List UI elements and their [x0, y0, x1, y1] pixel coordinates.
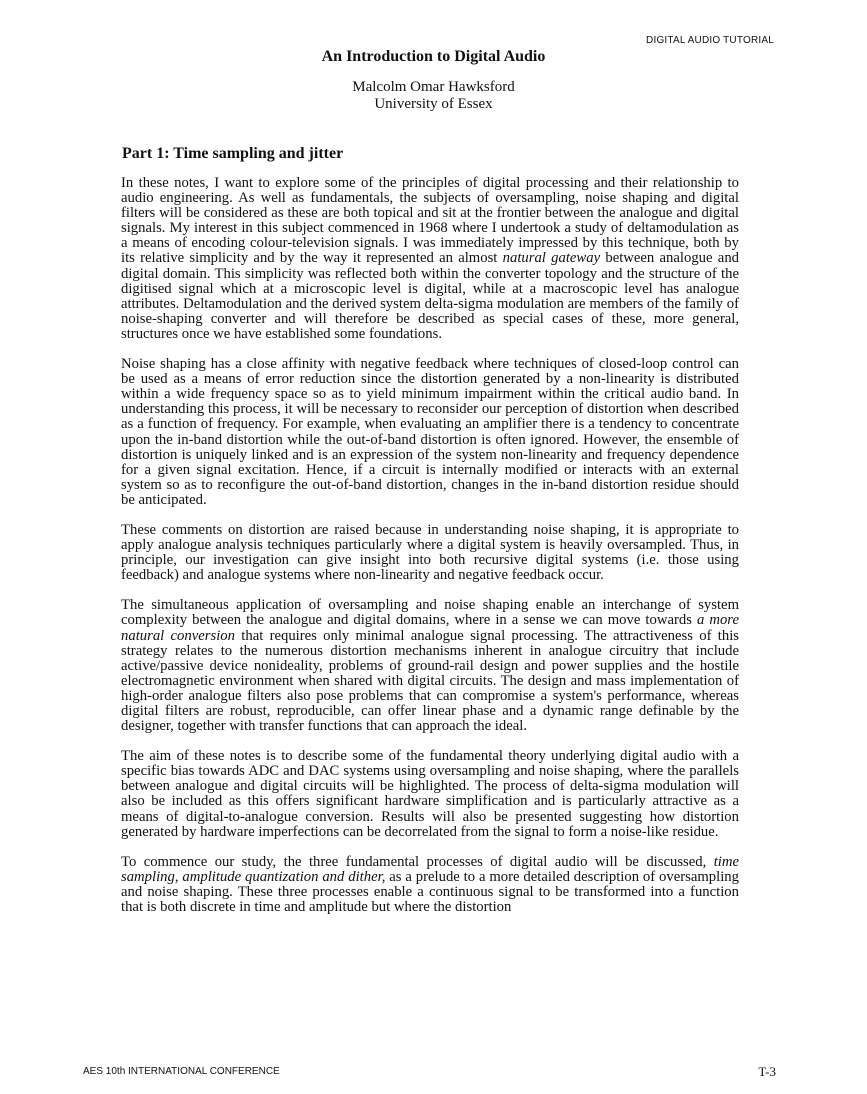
author-name: Malcolm Omar Hawksford	[352, 79, 515, 95]
paragraph-3: These comments on distortion are raised because in understanding noise shaping, it is appropriate to apply analogue analysis techniques particularly where a digital system is heavily oversampled. Thus, in principle, our investigation can give insight into both recursive digital systems (i.e. those using feedback) and analogue systems where non-linearity and negative feedback occur.	[121, 521, 739, 584]
author-affiliation: University of Essex	[374, 96, 493, 112]
paragraph-5: The aim of these notes is to describe some of the fundamental theory underlying digital audio with a specific bias towards ADC and DAC systems using oversampling and noise shaping, where the parallels between analogue and digital circuits will be highlighted. The process of delta-sigma modulation will also be included as this offers significant hardware simplification and is particularly attractive as a means of digital-to-analogue conversion. Results will also be presented suggesting how distortion generated by hardware imperfections can be decorrelated from the signal to form a noise-like residue.	[121, 748, 739, 840]
paper-title: An Introduction to Digital Audio	[321, 48, 546, 65]
paragraph-6: To commence our study, the three fundamental processes of digital audio will be discussed, time sampling, amplitude quantization and dither, as a prelude to a more detailed description of oversampling and noise shaping. These three processes enable a continuous signal to be transformed into a function that is both discrete in time and amplitude but where the distortion	[121, 853, 739, 916]
paragraph-2: Noise shaping has a close affinity with negative feedback where techniques of closed-loop control can be used as a means of error reduction since the distortion generated by a non-linearity is distributed within a wide frequency space so as to yield minimum impairment within the critical audio band. In understanding this process, it will be necessary to reconsider our perception of distortion when described as a function of frequency. For example, when evaluating an amplifier there is a tendency to concentrate upon the in-band distortion while the out-of-band distortion is often ignored. However, the ensemble of distortion is uniquely linked and is an expression of the system non-linearity and frequency dependence for a given signal excitation. Hence, if a circuit is internally modified or interacts with an external system so as to reconfigure the out-of-band distortion, changes in the in-band distortion residue should be anticipated.	[121, 356, 739, 508]
body-text	[121, 176, 739, 930]
paragraph-4: The simultaneous application of oversampling and noise shaping enable an interchange of system complexity between the analogue and digital domains, where in a sense we can move towards a more natural conversion that requires only minimal analogue signal processing. The attractiveness of this strategy relates to the numerous distortion mechanisms inherent in analogue circuitry that include active/passive device nonideality, problems of ground-rail design and power supplies and the hostile electromagnetic environment when shared with digital circuits. The design and mass implementation of high-order analogue filters also pose problems that can compromise a system's performance, whereas digital filters are robust, reproducible, can offer linear phase and a dynamic range definable by the designer, together with transfer functions that can approach the ideal.	[121, 597, 739, 735]
section-title: Part 1: Time sampling and jitter	[122, 145, 344, 162]
paragraph-1: In these notes, I want to explore some of the principles of digital processing and their relationship to audio engineering. As well as fundamentals, the subjects of oversampling, noise shaping and digital filters will be considered as these are both topical and sit at the frontier between the analogue and digital signals. My interest in this subject commenced in 1968 where I undertook a study of deltamodulation as a means of encoding colour-television signals. I was immediately impressed by this technique, both by its relative simplicity and by the way it represented an almost natural gateway between analogue and digital domain. This simplicity was reflected both within the converter topology and the structure of the digitised signal which at a microscopic level is digital, while at a macroscopic level has analogue attributes. Deltamodulation and the derived system delta-sigma modulation are members of the family of noise-shaping converter and will therefore be described as special cases of these, more general, structures once we have established some foundations.	[121, 175, 740, 342]
author-block	[0, 79, 867, 113]
running-head: DIGITAL AUDIO TUTORIAL	[646, 35, 774, 46]
page-number: T-3	[758, 1064, 776, 1079]
footer-conference: AES 10th INTERNATIONAL CONFERENCE	[83, 1066, 280, 1077]
